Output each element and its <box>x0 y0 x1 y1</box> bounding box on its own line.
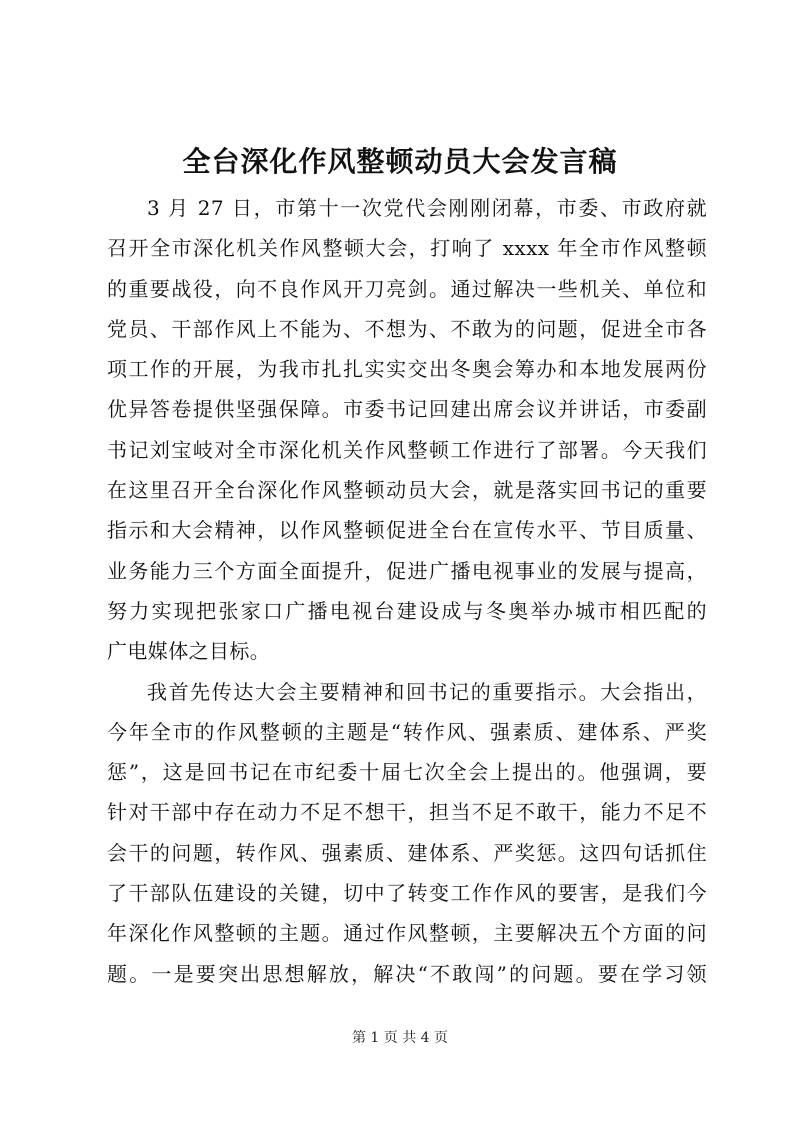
text-line: 指示和大会精神，以作风整顿促进全台在宣传水平、节目质量、 <box>107 518 707 543</box>
text-line: 3 月 27 日，市第十一次党代会刚刚闭幕，市委、市政府就 <box>147 196 707 220</box>
text-line: 了干部队伍建设的关键，切中了转变工作作风的要害，是我们今 <box>107 881 707 906</box>
document-title: 全台深化作风整顿动员大会发言稿 <box>182 145 618 178</box>
text-line: 年深化作风整顿的主题。通过作风整顿，主要解决五个方面的问 <box>107 921 707 946</box>
text-line: 广电媒体之目标。 <box>107 639 271 664</box>
text-line: 会干的问题，转作风、强素质、建体系、严奖惩。这四句话抓住 <box>107 840 707 865</box>
text-line: 召开全市深化机关作风整顿大会，打响了 xxxx 年全市作风整顿 <box>107 236 707 261</box>
text-line: 优异答卷提供坚强保障。市委书记回建出席会议并讲话，市委副 <box>107 397 707 422</box>
text-line: 惩”，这是回书记在市纪委十届七次全会上提出的。他强调，要 <box>107 760 707 785</box>
text-line: 的重要战役，向不良作风开刀亮剑。通过解决一些机关、单位和 <box>107 276 707 301</box>
paragraph-2 <box>107 672 707 994</box>
page-footer: 第 1 页 共 4 页 <box>351 1030 449 1046</box>
text-line: 今年全市的作风整顿的主题是“转作风、强素质、建体系、严奖 <box>107 719 707 744</box>
text-line: 我首先传达大会主要精神和回书记的重要指示。大会指出， <box>147 679 707 704</box>
text-line: 题。一是要突出思想解放，解决“不敢闯”的问题。要在学习领 <box>107 961 707 986</box>
text-line: 努力实现把张家口广播电视台建设成与冬奥举办城市相匹配的 <box>107 598 707 623</box>
paragraph-1 <box>107 188 707 672</box>
text-line: 针对干部中存在动力不足不想干，担当不足不敢干，能力不足不 <box>107 800 707 825</box>
text-line: 项工作的开展，为我市扎扎实实交出冬奥会筹办和本地发展两份 <box>107 357 707 382</box>
text-line: 书记刘宝岐对全市深化机关作风整顿工作进行了部署。今天我们 <box>107 437 707 462</box>
text-line: 党员、干部作风上不能为、不想为、不敢为的问题，促进全市各 <box>107 316 707 341</box>
text-line: 在这里召开全台深化作风整顿动员大会，就是落实回书记的重要 <box>107 478 707 503</box>
text-line: 业务能力三个方面全面提升，促进广播电视事业的发展与提高， <box>107 558 707 583</box>
document-body <box>107 188 707 994</box>
